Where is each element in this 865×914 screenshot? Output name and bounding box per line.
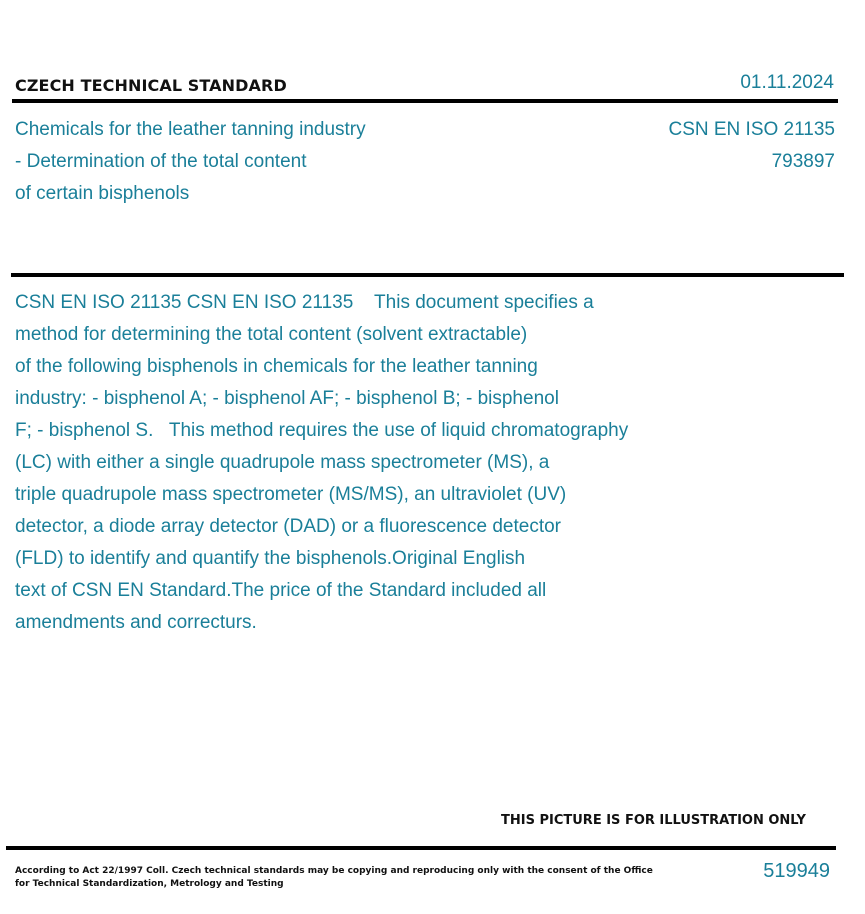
description: [15, 287, 735, 639]
standard-identifiers: [668, 114, 835, 178]
standard-number: 793897: [771, 151, 835, 172]
title-line: Chemicals for the leather tanning industry: [15, 119, 366, 140]
legal-line: for Technical Standardization, Metrology and Testing: [15, 879, 284, 889]
description-line: text of CSN EN Standard.The price of the Standard included all: [15, 580, 547, 601]
description-line: amendments and correcturs.: [15, 612, 257, 633]
description-line: of the following bisphenols in chemicals for the leather tanning: [15, 356, 538, 377]
description-line: (FLD) to identify and quantify the bisphenols.Original English: [15, 548, 526, 569]
header-date: 01.11.2024: [740, 72, 834, 93]
standard-code: CSN EN ISO 21135: [668, 119, 835, 140]
description-line: method for determining the total content (solvent extractable): [15, 324, 528, 345]
description-line: F; - bisphenol S. This method requires the use of liquid chromatography: [15, 420, 629, 441]
title-line: - Determination of the total content: [15, 151, 307, 172]
description-line: (LC) with either a single quadrupole mass spectrometer (MS), a: [15, 452, 550, 473]
middle-divider: [11, 273, 844, 277]
legal-line: According to Act 22/1997 Coll. Czech technical standards may be copying and reproducing only with the consent of the Office: [15, 866, 653, 876]
legal-notice: [15, 865, 653, 891]
header-label: CZECH TECHNICAL STANDARD: [15, 76, 287, 95]
top-divider: [12, 99, 838, 103]
footer-number: 519949: [763, 860, 830, 882]
description-line: CSN EN ISO 21135 CSN EN ISO 21135 This document specifies a: [15, 292, 594, 313]
description-line: triple quadrupole mass spectrometer (MS/MS), an ultraviolet (UV): [15, 484, 567, 505]
title-line: of certain bisphenols: [15, 183, 190, 204]
description-line: industry: - bisphenol A; - bisphenol AF; - bisphenol B; - bisphenol: [15, 388, 559, 409]
illustration-note: THIS PICTURE IS FOR ILLUSTRATION ONLY: [501, 813, 806, 828]
description-line: detector, a diode array detector (DAD) or a fluorescence detector: [15, 516, 561, 537]
standard-title: [15, 114, 366, 210]
bottom-divider: [6, 846, 836, 850]
